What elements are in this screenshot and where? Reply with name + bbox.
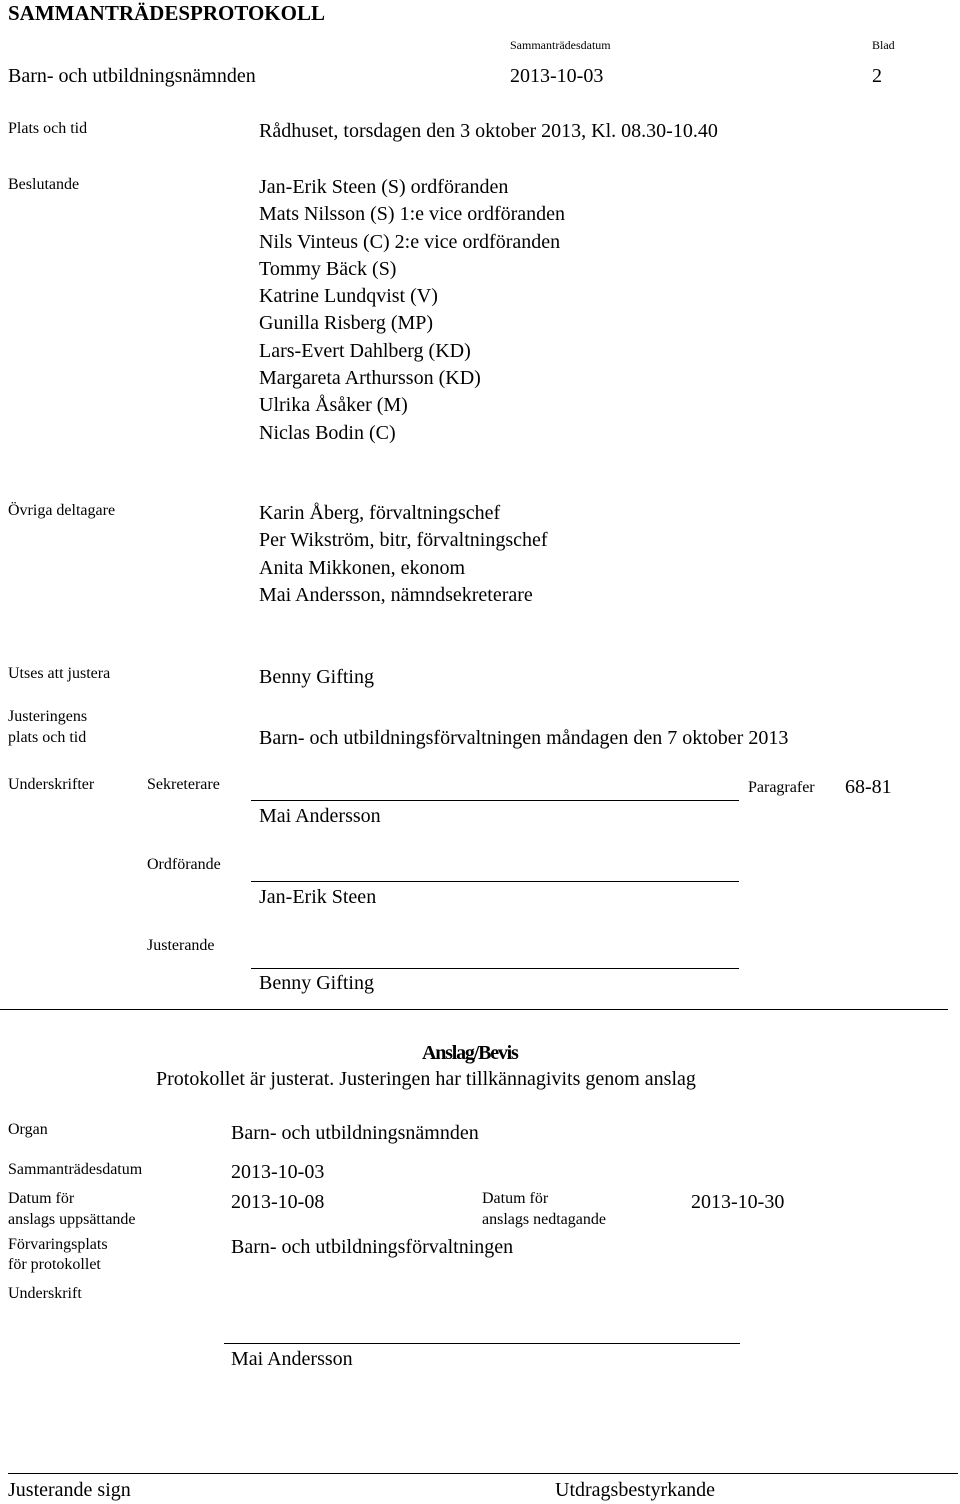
removed-date-label-line1: Datum för (482, 1190, 549, 1207)
removed-date-value: 2013-10-30 (691, 1191, 785, 1213)
notice-signature-name: Mai Andersson (231, 1348, 353, 1370)
footer-left-label: Justerande sign (8, 1479, 131, 1501)
other-participants-list (259, 500, 548, 609)
signatures-label: Underskrifter (8, 776, 95, 793)
meeting-date-value: 2013-10-03 (231, 1161, 325, 1183)
adjuster-signature-label: Justerande (147, 937, 215, 954)
secretary-name: Mai Andersson (259, 805, 381, 827)
list-item: Anita Mikkonen, ekonom (259, 556, 466, 579)
secretary-label: Sekreterare (147, 776, 220, 793)
chair-signature-line (251, 881, 739, 882)
notice-text: Protokollet är justerat. Justeringen har tillkännagivits genom anslag (156, 1068, 696, 1090)
list-item: Gunilla Risberg (MP) (259, 312, 434, 335)
adjuster-value: Benny Gifting (259, 666, 374, 688)
meeting-date-label: Sammanträdesdatum (8, 1161, 143, 1178)
footer-divider (8, 1473, 958, 1474)
storage-label-line1: Förvaringsplats (8, 1236, 108, 1253)
list-item: Tommy Bäck (S) (259, 257, 397, 280)
decision-makers-list (259, 174, 565, 447)
list-item: Per Wikström, bitr, förvaltningschef (259, 529, 548, 552)
section-divider (0, 1009, 948, 1010)
chair-label: Ordförande (147, 856, 221, 873)
place-label: Plats och tid (8, 120, 88, 137)
adjustment-place-value: Barn- och utbildningsförvaltningen måndagen den 7 oktober 2013 (259, 727, 789, 749)
list-item: Nils Vinteus (C) 2:e vice ordföranden (259, 230, 561, 253)
list-item: Katrine Lundqvist (V) (259, 285, 438, 308)
signature-label: Underskrift (8, 1285, 82, 1302)
paragraphs-value: 68-81 (845, 776, 892, 798)
list-item: Jan-Erik Steen (S) ordföranden (259, 176, 509, 198)
adjuster-label: Utses att justera (8, 665, 111, 682)
list-item: Niclas Bodin (C) (259, 421, 396, 444)
date-column-label: Sammanträdesdatum (510, 38, 611, 52)
posted-date-label-line1: Datum för (8, 1190, 75, 1207)
list-item: Margareta Arthursson (KD) (259, 367, 481, 390)
posted-date-value: 2013-10-08 (231, 1191, 325, 1213)
secretary-signature-line (251, 800, 739, 801)
list-item: Karin Åberg, förvaltningschef (259, 502, 501, 524)
decision-makers-label: Beslutande (8, 176, 80, 193)
adjustment-place-label-line1: Justeringens (8, 708, 88, 725)
adjuster-signature-line (251, 968, 739, 969)
notice-heading: Anslag/Bevis (422, 1042, 518, 1064)
list-item: Mats Nilsson (S) 1:e vice ordföranden (259, 203, 566, 226)
organ-name: Barn- och utbildningsnämnden (8, 65, 256, 87)
page-number: 2 (872, 65, 882, 87)
meeting-date: 2013-10-03 (510, 65, 604, 87)
adjuster-signature-name: Benny Gifting (259, 972, 374, 994)
place-value: Rådhuset, torsdagen den 3 oktober 2013, Kl. 08.30-10.40 (259, 120, 718, 142)
document-title: SAMMANTRÄDESPROTOKOLL (8, 1, 325, 25)
paragraphs-label: Paragrafer (748, 779, 815, 796)
storage-value: Barn- och utbildningsförvaltningen (231, 1236, 514, 1258)
footer-right-label: Utdragsbestyrkande (555, 1479, 715, 1501)
adjustment-place-label-line2: plats och tid (8, 729, 87, 746)
list-item: Ulrika Åsåker (M) (259, 394, 408, 417)
removed-date-label-line2: anslags nedtagande (482, 1211, 606, 1228)
organ-value: Barn- och utbildningsnämnden (231, 1122, 479, 1144)
organ-label: Organ (8, 1121, 48, 1138)
notice-signature-line (224, 1343, 740, 1344)
list-item: Mai Andersson, nämndsekreterare (259, 583, 533, 606)
posted-date-label-line2: anslags uppsättande (8, 1211, 136, 1228)
page-column-label: Blad (872, 38, 895, 52)
storage-label-line2: för protokollet (8, 1256, 101, 1273)
chair-name: Jan-Erik Steen (259, 886, 377, 908)
list-item: Lars-Evert Dahlberg (KD) (259, 339, 471, 362)
other-participants-label: Övriga deltagare (8, 502, 116, 519)
